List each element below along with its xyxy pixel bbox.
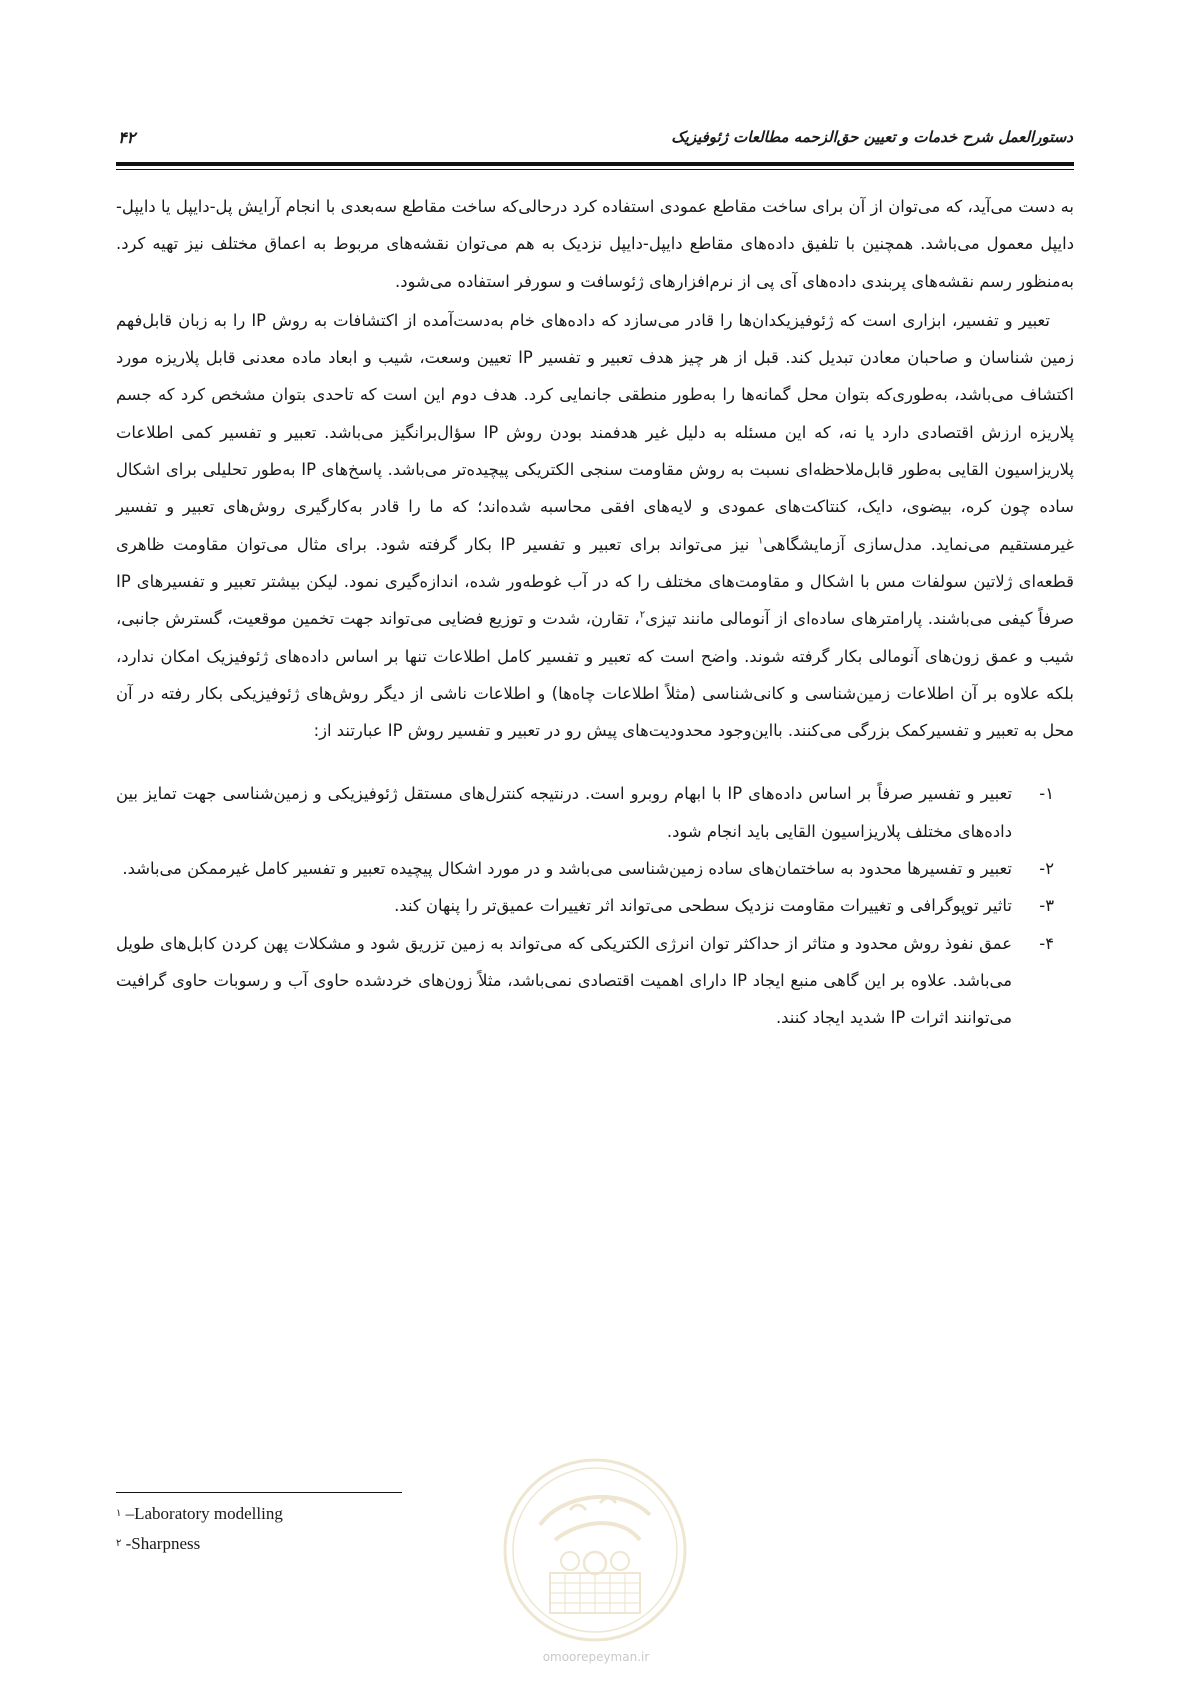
list-item <box>116 925 1074 1037</box>
footnotes <box>116 1499 283 1559</box>
footnote-ref-1: ۱ <box>757 535 764 547</box>
watermark-logo <box>500 1455 690 1645</box>
list-item-number: ۴- <box>1039 933 1054 953</box>
footnote-text: -Sharpness <box>125 1534 201 1553</box>
page-header <box>118 128 1073 156</box>
paragraph-1: به دست می‌آید، که می‌توان از آن برای ساخت مقاطع عمودی استفاده کرد درحالی‌که ساخت مقاطع سه‌بعدی با انجام آرایش پل-دایپل یا دایپل-دایپل معمول می‌باشد. همچنین با تلفیق داده‌های مقاطع دایپل-دایپل نزدیک به هم می‌توان نقشه‌های مربوط به اعماق مختلف نیز تهیه کرد. به‌منظور رسم نقشه‌های پربندی داده‌های آی پی از نرم‌افزارهای ژئوسافت و سورفر استفاده می‌شود. <box>116 197 1074 291</box>
list-item <box>116 850 1074 887</box>
footnote-ref-2: ۲ <box>639 609 646 621</box>
list-item-text: تعبیر و تفسیر صرفاً بر اساس داده‌های IP با ابهام روبرو است. درنتیجه کنترل‌های مستقل ژئوفیزیکی و زمین‌شناسی جهت تمایز بین داده‌های مختلف پلاریزاسیون القایی باید انجام شود. <box>116 784 1013 841</box>
list-item-number: ۱- <box>1039 784 1054 804</box>
header-title: دستورالعمل شرح خدمات و تعیین حق‌الزحمه مطالعات ژئوفیزیک <box>671 128 1073 146</box>
paragraph-2 <box>116 302 1074 750</box>
list-item-number: ۲- <box>1039 859 1054 879</box>
header-rule-thin <box>116 169 1074 170</box>
footnote-2 <box>116 1529 283 1559</box>
list-item-number: ۳- <box>1039 896 1054 916</box>
footnote-1 <box>116 1499 283 1529</box>
footnote-number: ۲ <box>116 1538 122 1549</box>
list-item-text: تاثیر توپوگرافی و تغییرات مقاومت نزدیک سطحی می‌تواند اثر تغییرات عمیق‌تر را پنهان کند. <box>394 896 1012 916</box>
paragraph-2-part-3: ، تقارن، شدت و توزیع فضایی می‌تواند جهت تخمین موقعیت، گسترش جانبی، شیب و عمق زون‌های آنومالی بکار گرفته شوند. واضح است که تعبیر و تفسیر کامل اطلاعات تنها بر اساس داده‌های ژئوفیزیک امکان ندارد، بلکه علاوه بر آن اطلاعات زمین‌شناسی و کانی‌شناسی (مثلاً اطلاعات چاه‌ها) و اطلاعات ناشی از دیگر روش‌های ژئوفیزیکی بکار رفته در آن محل به تعبیر و تفسیرکمک بزرگی می‌کنند. بااین‌وجود محدودیت‌های پیش رو در تعبیر و تفسیر روش IP عبارتند از: <box>116 609 1074 741</box>
list-item-text: تعبیر و تفسیرها محدود به ساختمان‌های ساده زمین‌شناسی می‌باشد و در مورد اشکال پیچیده تعبیر و تفسیر کامل غیرممکن می‌باشد. <box>122 859 1012 879</box>
paragraph-2-part-2: نیز می‌تواند برای تعبیر و تفسیر IP بکار گرفته شود. برای مثال می‌توان مقاومت ظاهری قطعه‌ای ژلاتین سولفات مس با اشکال و مقاومت‌های مختلف را که در آب غوطه‌ور شده، اندازه‌گیری نمود. لیکن بیشتر تعبیر و تفسیرهای IP صرفاً کیفی می‌باشند. پارامترهای ساده‌ای از آنومالی مانند تیزی <box>116 534 1075 629</box>
page-number: ۴۲ <box>118 128 136 147</box>
limitations-list <box>116 775 1074 1036</box>
paragraph-2-part-1: تعبیر و تفسیر، ابزاری است که ژئوفیزیکدان‌ها را قادر می‌سازد که داده‌های خام به‌دست‌آمده از اکتشافات به روش IP را به زبان قابل‌فهم زمین شناسان و صاحبان معادن تبدیل کند. قبل از هر چیز هدف تعبیر و تفسیر IP تعیین وسعت، شیب و ابعاد ماده معدنی قابل پلاریزه مورد اکتشاف می‌باشد، به‌طوری‌که بتوان محل گمانه‌ها را به‌طور منطقی جانمایی کرد. هدف دوم این است که تاحدی بتوان مشخص کرد که جسم پلاریزه ارزش اقتصادی دارد یا نه، که این مسئله به دلیل غیر هدفمند بودن روش IP سؤال‌برانگیز می‌باشد. تعبیر و تفسیر کمی اطلاعات پلاریزاسیون القایی به‌طور قابل‌ملاحظه‌ای نسبت به روش مقاومت سنجی الکتریکی پیچیده‌تر می‌باشد. پاسخ‌های IP به‌طور تحلیلی برای اشکال ساده چون کره، بیضوی، دایک، کنتاکت‌های عمودی و لایه‌های افقی محاسبه شده‌اند؛ که ما را قادر به‌کارگیری روش‌های تعبیر و تفسیر غیرمستقیم می‌نماید. مدل‌سازی آزمایشگاهی <box>116 310 1075 554</box>
footnote-text: –Laboratory modelling <box>125 1504 283 1523</box>
list-item <box>116 887 1074 924</box>
footnote-number: ۱ <box>116 1508 122 1519</box>
main-text <box>116 188 1074 1037</box>
list-item-text: عمق نفوذ روش محدود و متاثر از حداکثر توان انرژی الکتریکی که می‌تواند به زمین تزریق شود و مشکلات پهن کردن کابل‌های طویل می‌باشد. علاوه بر این گاهی منبع ایجاد IP دارای اهمیت اقتصادی نمی‌باشد، مثلاً زون‌های خردشده حاوی آب و رسوبات حاوی گرافیت می‌توانند اثرات IP شدید ایجاد کنند. <box>116 933 1012 1028</box>
header-rule-thick <box>116 162 1074 166</box>
watermark-url: omoorepeyman.ir <box>542 1650 650 1664</box>
list-item <box>116 775 1074 850</box>
footnote-rule <box>116 1492 402 1493</box>
